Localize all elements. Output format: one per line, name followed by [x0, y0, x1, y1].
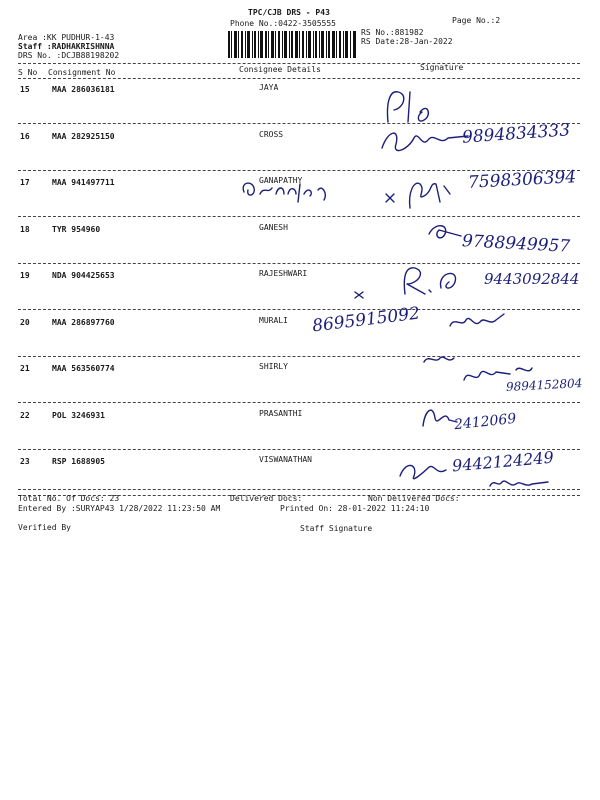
handwritten-name-row-17: [238, 172, 338, 204]
handwritten-phone-row-23: 9442124249: [451, 447, 555, 476]
row-sno: 23: [20, 457, 30, 466]
row-consignee: PRASANTHI: [259, 409, 303, 418]
row-divider: [18, 263, 580, 264]
handwritten-name-row-23: [486, 474, 556, 494]
row-sno: 21: [20, 364, 30, 373]
handwritten-phone-row-18: 9788949957: [461, 231, 571, 257]
rs-date: RS Date:28-Jan-2022: [361, 37, 453, 46]
rs-number: RS No.:881982: [361, 28, 424, 37]
row-sno: 16: [20, 132, 30, 141]
signature-row-21: [420, 350, 570, 400]
row-consignment-no: MAA 286897760: [52, 318, 115, 327]
barcode-image: [228, 31, 356, 58]
signature-row-20: [446, 308, 516, 336]
handwritten-phone-row-16: 9894834333: [461, 120, 571, 148]
row-consignment-no: MAA 282925150: [52, 132, 115, 141]
column-header-consignee: Consignee Details: [239, 65, 321, 74]
total-docs: Total No. Of Docs: 23: [18, 494, 120, 503]
divider: [18, 78, 580, 79]
handwritten-phone-row-22: 2412069: [453, 410, 518, 434]
row-consignee: SHIRLY: [259, 362, 288, 371]
entered-by: Entered By :SURYAP43 1/28/2022 11:23:50 AM: [18, 504, 221, 513]
row-divider: [18, 123, 580, 124]
phone-number: Phone No.:0422-3505555: [230, 19, 336, 28]
non-delivered-docs: Non Delivered Docs:: [368, 494, 460, 503]
row-consignee: GANAPATHY: [259, 176, 303, 185]
row-sno: 15: [20, 85, 30, 94]
page-number: Page No.:2: [452, 16, 501, 25]
printed-on: Printed On: 28-01-2022 11:24:10: [280, 504, 430, 513]
column-header-signature: Signature: [420, 63, 464, 72]
drs-title: TPC/CJB DRS - P43: [248, 8, 330, 17]
row-consignee: VISWANATHAN: [259, 455, 312, 464]
row-sno: 20: [20, 318, 30, 327]
row-consignee: GANESH: [259, 223, 288, 232]
handwritten-phone-row-19: 9443092844: [484, 270, 580, 288]
row-divider: [18, 402, 580, 403]
row-divider: [18, 216, 580, 217]
drs-number: DRS No. :DCJB88198202: [18, 51, 120, 60]
row-consignee: MURALI: [259, 316, 288, 325]
row-consignment-no: MAA 941497711: [52, 178, 115, 187]
row-sno: 17: [20, 178, 30, 187]
row-consignment-no: RSP 1688905: [52, 457, 105, 466]
staff-label: Staff :RADHAKRISHNNA: [18, 42, 115, 51]
row-consignment-no: NDA 904425653: [52, 271, 115, 280]
handwritten-phone-row-20: 8695915092: [311, 303, 421, 337]
row-divider: [18, 449, 580, 450]
row-sno: 22: [20, 411, 30, 420]
row-consignee: RAJESHWARI: [259, 269, 308, 278]
handwritten-phone-row-21: 9894152804: [505, 376, 583, 394]
row-consignee: JAYA: [259, 83, 279, 92]
column-header-consignment: Consignment No: [48, 68, 116, 77]
signature-row-19: [345, 258, 475, 302]
divider: [18, 63, 580, 64]
verified-by: Verified By: [18, 523, 71, 532]
signature-row-23: [396, 454, 456, 486]
row-consignment-no: POL 3246931: [52, 411, 105, 420]
column-header-sno: S No: [18, 68, 38, 77]
divider: [18, 489, 580, 490]
staff-signature: Staff Signature: [300, 524, 373, 533]
area-label: Area :KK PUDHUR-1-43: [18, 33, 115, 42]
row-consignment-no: TYR 954960: [52, 225, 101, 234]
row-consignment-no: MAA 563560774: [52, 364, 115, 373]
row-sno: 18: [20, 225, 30, 234]
delivered-docs: Delivered Docs:: [230, 494, 303, 503]
signature-row-17: [380, 172, 480, 212]
row-sno: 19: [20, 271, 30, 280]
row-consignment-no: MAA 286036181: [52, 85, 115, 94]
handwritten-phone-row-17: 7598306394: [467, 167, 577, 193]
row-consignee: CROSS: [259, 130, 284, 139]
